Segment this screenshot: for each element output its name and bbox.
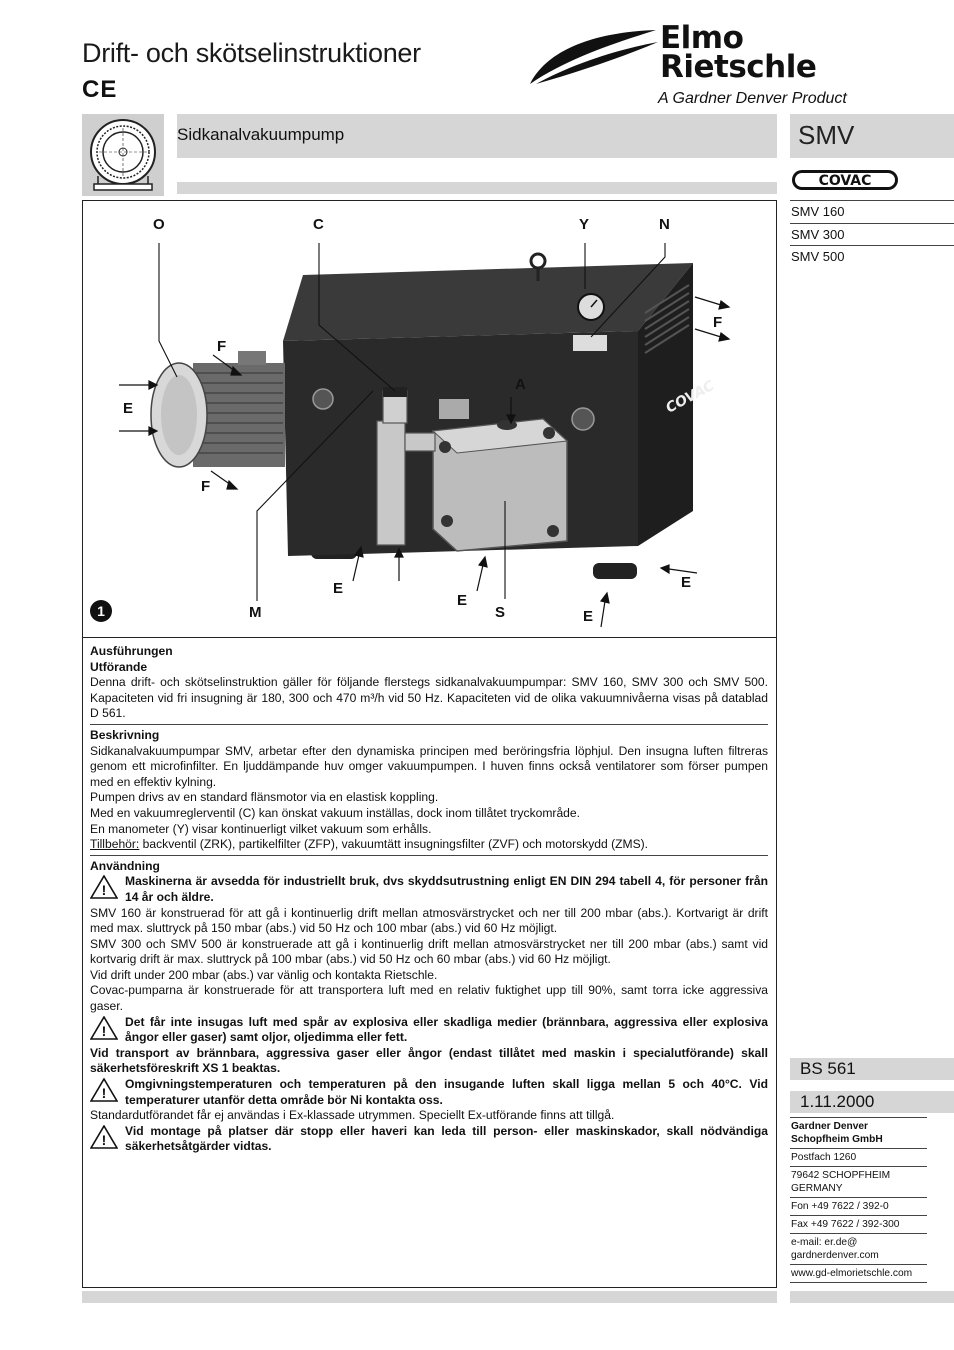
figure-label-e: E (123, 400, 134, 417)
figure-label-e: E (333, 580, 344, 597)
warning-triangle-icon (90, 1125, 118, 1149)
warning-triangle-icon (90, 1016, 118, 1040)
figure-label-e: E (681, 574, 692, 591)
postbox: Postfach 1260 (790, 1148, 927, 1166)
model-item: SMV 160 (790, 200, 954, 223)
doc-date-box (790, 1091, 954, 1113)
company-name-line2: Schopfheim GmbH (791, 1134, 883, 1145)
paragraph: SMV 300 och SMV 500 är konstruerade att gå i kontinuerlig drift mellan atmosvärstrycket ner till 200 mbar (abs.) samt vid kortvarig drift är max. sluttryck på 100 mbar (abs.) vid 50 Hz och 60 mbar (abs.) vid 60 Hz möjligt. (90, 936, 768, 967)
company-name-line1: Gardner Denver (791, 1121, 869, 1132)
paragraph: Vid drift under 200 mbar (abs.) var vänlig och kontakta Rietschle. (90, 967, 438, 982)
paragraph: Sidkanalvakuumpumpar SMV, arbetar efter den dynamiska principen med beröringsfria löphjul. Den insugna luften filtreras genom ett microfinfilter. En ljuddämpande huv omger vakuumpumpen. I huven finns också ventilatorer som förser pumpen med en effektiv kylning. (90, 743, 768, 789)
figure-label-n: N (659, 216, 670, 233)
warning-block (90, 874, 768, 905)
section-heading: Användning (90, 858, 160, 873)
model-item: SMV 500 (790, 245, 954, 268)
paragraph: Covac-pumparna är konstruerade för att transportera luft med en relativ fuktighet upp till 90%, samt torra icke aggressiva gaser. (90, 983, 768, 1014)
figure-label-e: E (457, 592, 468, 609)
paragraph (90, 837, 768, 853)
figure-label-y: Y (579, 216, 590, 233)
footer-band-right (790, 1291, 954, 1303)
email (790, 1233, 927, 1264)
section-heading: Beskrivning (90, 727, 160, 742)
section-ausfuhrungen (90, 644, 768, 725)
address (790, 1166, 927, 1197)
doc-date: 1.11.2000 (800, 1092, 875, 1111)
figure-label-c: C (313, 216, 324, 233)
website-link[interactable]: www.gd-elmorietschle.com (790, 1264, 927, 1283)
accessories-label: Tillbehör: (90, 837, 140, 852)
warning-block (90, 1077, 768, 1108)
brand-tagline: A Gardner Denver Product (658, 90, 847, 107)
model-list (790, 200, 954, 268)
covac-logo-text: COVAC (818, 173, 872, 189)
warning-block (90, 1124, 768, 1155)
bold-paragraph: Vid transport av brännbara, aggressiva gaser eller ångor (endast tillåtet med maskin i specialutförande) skall säkerhetsföreskrift XS 1 beaktas. (90, 1045, 768, 1076)
warning-text: Det får inte insugas luft med spår av explosiva eller skadliga medier (brännbara, aggressiva eller explosiva ångor eller gaser) samt oljor, oljedimma eller fett. (125, 1014, 768, 1045)
section-beskrivning (90, 728, 768, 856)
email-line2: gardnerdenver.com (791, 1250, 879, 1261)
svg-text:!: ! (101, 1022, 107, 1039)
warning-block (90, 1015, 768, 1046)
doc-number: BS 561 (800, 1059, 856, 1078)
series-label: SMV (798, 120, 855, 150)
company-name (790, 1117, 927, 1148)
document-title: Drift- och skötselinstruktioner (82, 38, 421, 68)
subtitle-band (177, 114, 777, 158)
figure-label-f: F (201, 478, 211, 495)
paragraph: Standardutförandet får ej användas i Ex-klassade utrymmen. Speciellt Ex-utförande finns att tillgå. (90, 1108, 615, 1123)
paragraph: Denna drift- och skötselinstruktion gäller för följande flerstegs sidkanalvakuumpumpar: SMV 160, SMV 300 och SMV 500. Kapaciteten vid fri insugning är 180, 300 och 470 m³/h vid 50 Hz. Kapaciteten vid de olika vakuumnivåerna visas på datablad D 561. (90, 675, 768, 721)
phone: Fon +49 7622 / 392-0 (790, 1197, 927, 1215)
city: 79642 SCHOPFHEIM (791, 1170, 891, 1181)
paragraph: Pumpen drivs av en standard flänsmotor via en elastisk koppling. (90, 790, 439, 805)
body-text (90, 644, 768, 1160)
fax: Fax +49 7622 / 392-300 (790, 1215, 927, 1233)
accessories-text: backventil (ZRK), partikelfilter (ZFP), vakuumtätt insugningsfilter (ZVF) och motorskydd (ZMS). (139, 837, 649, 852)
divider-band (177, 182, 777, 194)
pump-figure (83, 201, 776, 638)
machine-badge: COVAC (663, 377, 718, 417)
footer-band (82, 1291, 777, 1303)
product-subtitle: Sidkanalvakuumpump (177, 125, 345, 144)
brand-line-1: Elmo (660, 20, 744, 56)
figure-label-a: A (515, 376, 526, 393)
section-anvandning (90, 859, 768, 1157)
warning-triangle-icon (90, 875, 118, 899)
doc-number-box (790, 1058, 954, 1080)
section-heading: Utförande (90, 659, 148, 674)
covac-logo (792, 166, 900, 194)
figure-label-o: O (153, 216, 165, 233)
ce-mark: CE (82, 76, 118, 103)
series-box (790, 114, 954, 158)
warning-text: Maskinerna är avsedda för industriellt bruk, dvs skyddsutrustning enligt EN DIN 294 tabell 4, för personer från 14 år och äldre. (125, 874, 768, 904)
figure-label-e: E (583, 608, 594, 625)
svg-text:!: ! (101, 1131, 107, 1148)
figure-number: 1 (97, 603, 105, 619)
brand-line-2: Rietschle (660, 49, 817, 85)
country: GERMANY (791, 1183, 843, 1194)
figure-label-m: M (249, 604, 262, 621)
figure-label-f: F (217, 338, 227, 355)
paragraph: Med en vakuumreglerventil (C) kan önskat vakuum inställas, dock inom tillåtet tryckområde. (90, 805, 580, 820)
figure-label-s: S (495, 604, 506, 621)
svg-text:!: ! (101, 1085, 107, 1102)
figure-label-f: F (713, 314, 723, 331)
email-line1: e-mail: er.de@ (791, 1237, 858, 1248)
paragraph: En manometer (Y) visar kontinuerligt vilket vakuum som erhålls. (90, 821, 432, 836)
warning-text: Vid montage på platser där stopp eller haveri kan leda till person- eller maskinskador, skall nödvändiga säkerhetsåtgärder vidtas. (125, 1123, 768, 1154)
brand-swoosh-logo (528, 28, 660, 86)
pump-illustration (83, 201, 776, 638)
paragraph: SMV 160 är konstruerad för att gå i kontinuerlig drift mellan atmosvärstrycket och ner till 200 mbar (abs.). Kortvarigt är drift med max. sluttryck på 150 mbar (abs.) vid 50 Hz och 100 mbar (abs.) vid 60 Hz möjligt. (90, 905, 768, 936)
pump-thumbnail (82, 114, 164, 196)
side-channel-pump-icon (82, 114, 164, 196)
svg-text:!: ! (101, 882, 107, 899)
section-heading: Ausführungen (90, 644, 173, 658)
brand-logo-text (660, 20, 817, 85)
warning-text: Omgivningstemperaturen och temperaturen på den insugande luften skall ligga mellan 5 och 40°C. Vid temperaturer utanför detta område bör Ni kontakta oss. (125, 1077, 768, 1107)
company-contact (790, 1117, 927, 1283)
model-item: SMV 300 (790, 223, 954, 246)
warning-triangle-icon (90, 1078, 118, 1102)
